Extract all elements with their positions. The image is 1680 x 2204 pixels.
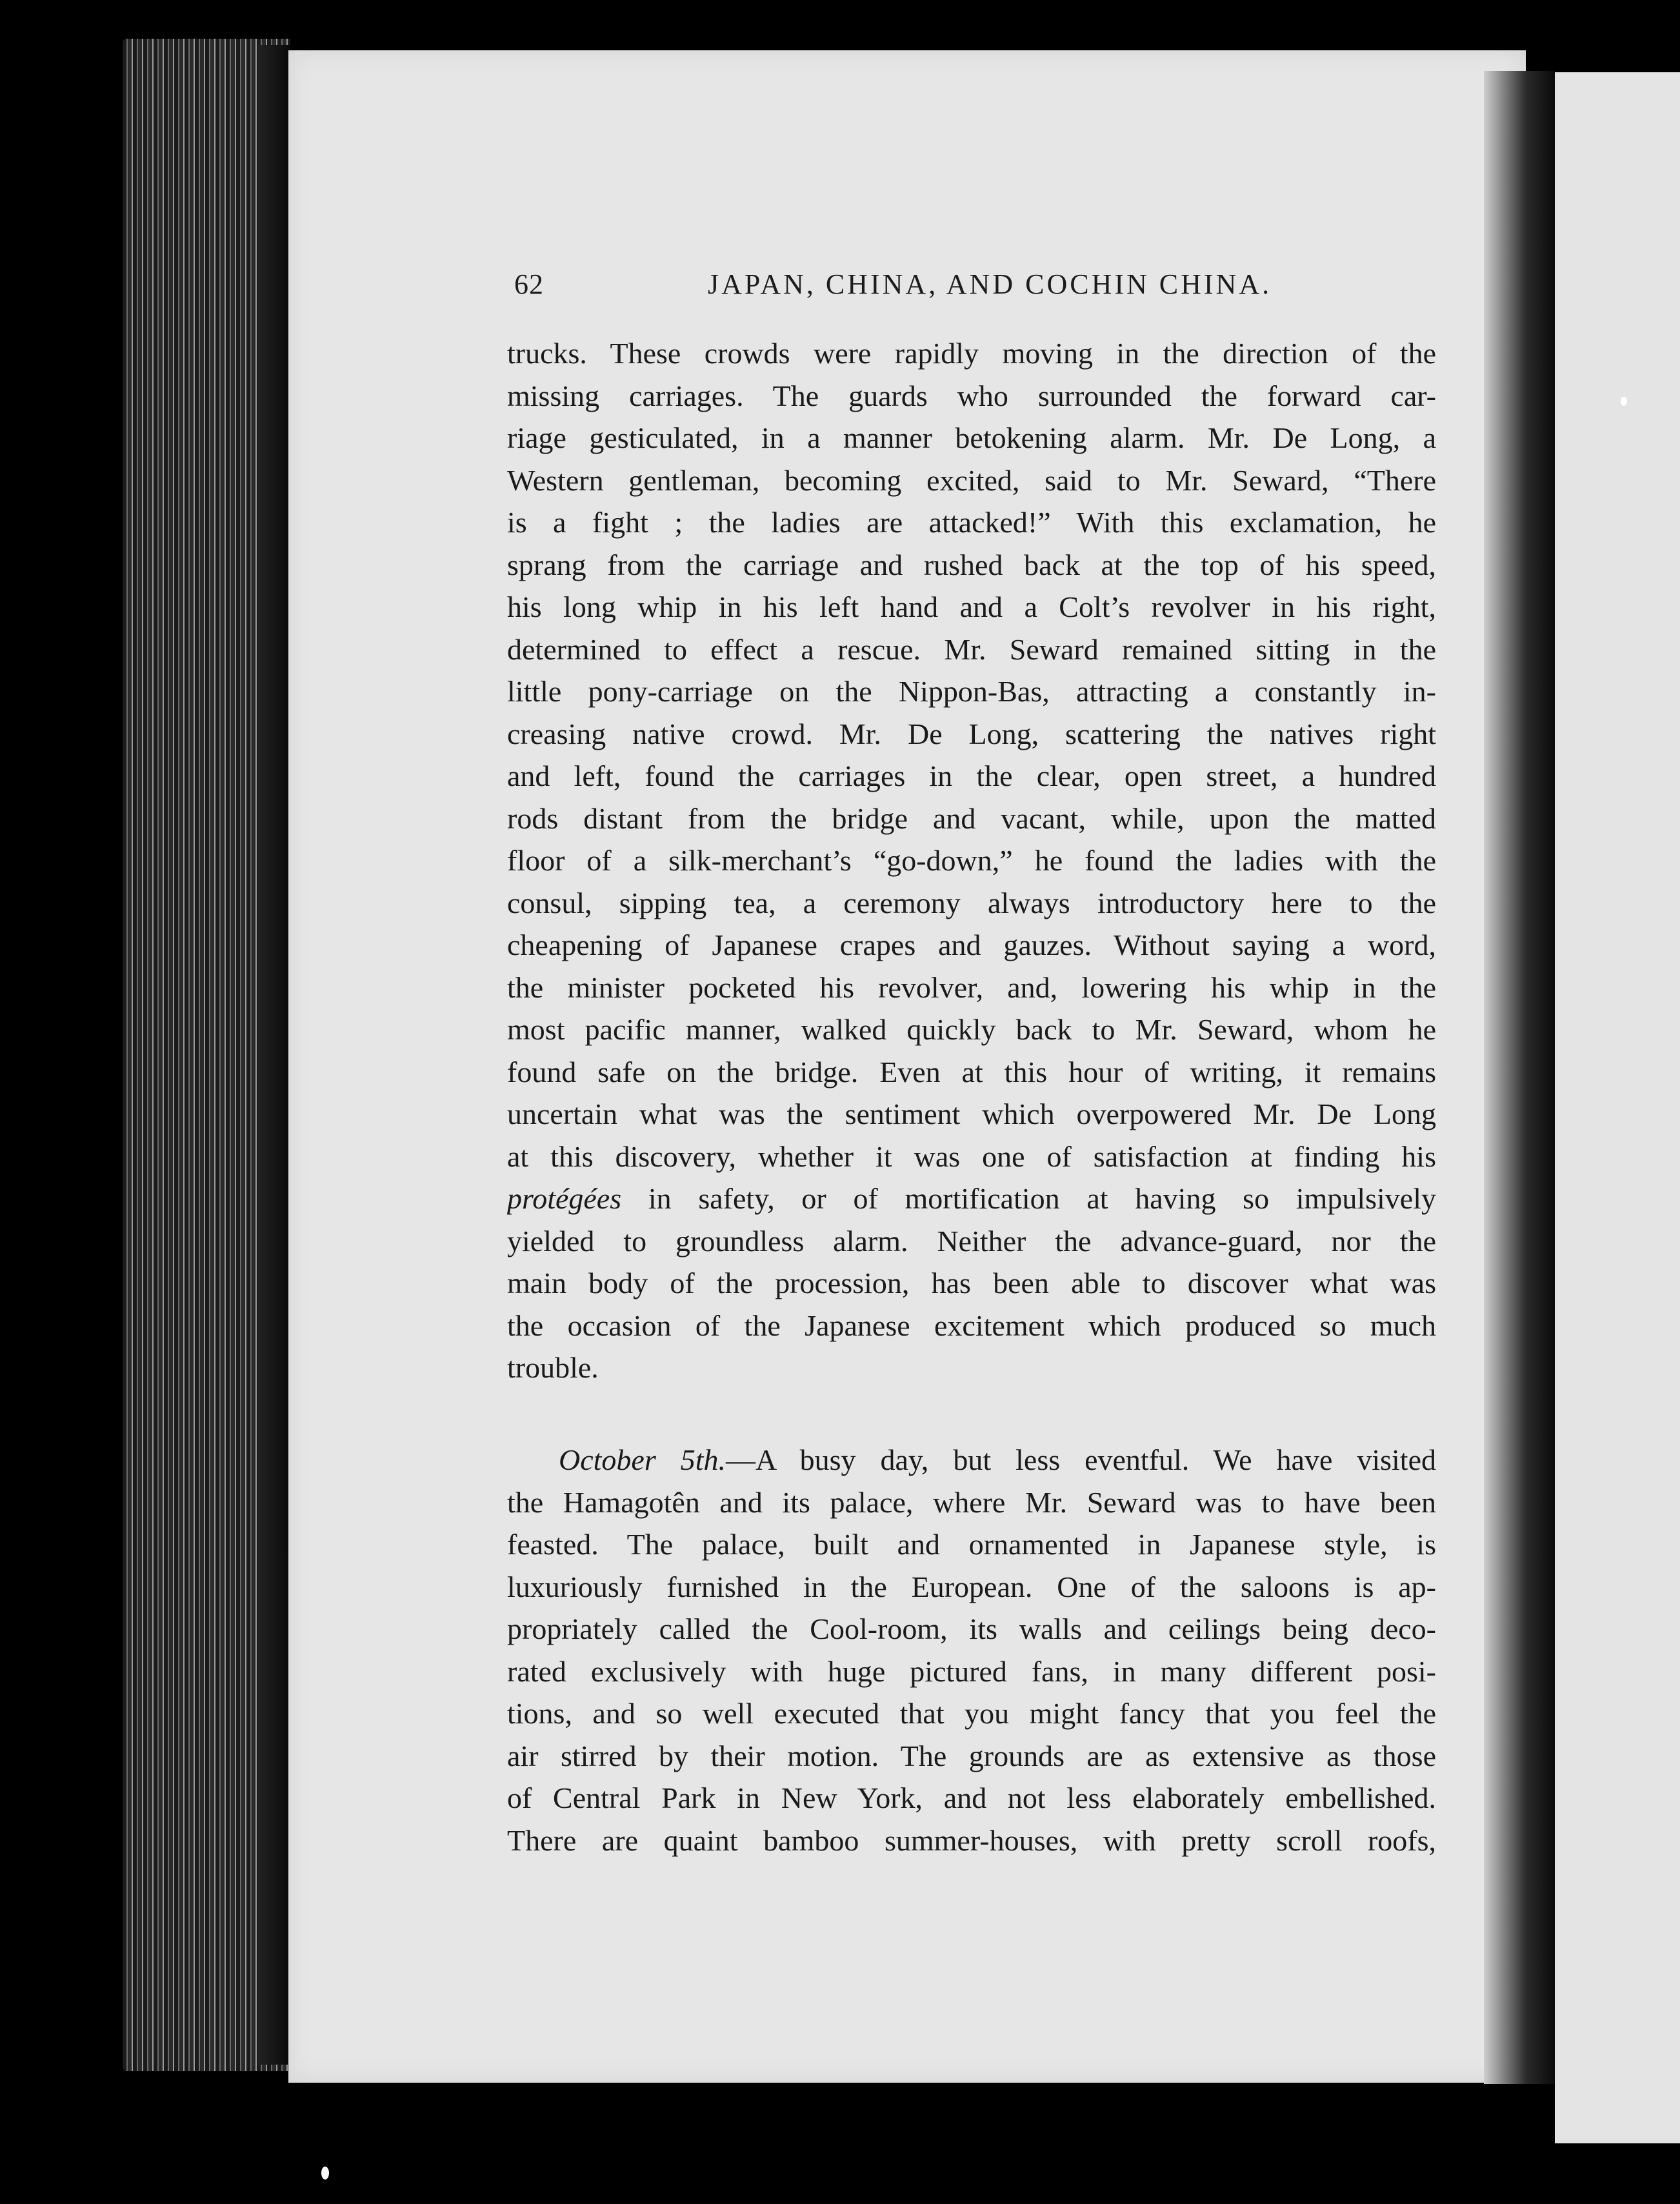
text-line: his long whip in his left hand and a Colt’s revolver in his right, (507, 590, 1436, 623)
line-rest: in safety, or of mortification at having so impulsively (648, 1182, 1436, 1215)
paragraph-2 (507, 1439, 1436, 1861)
text-line: main body of the procession, has been able to discover what was (507, 1267, 1436, 1299)
text-line: uncertain what was the sentiment which overpowered Mr. De Long (507, 1097, 1436, 1130)
text-line: the minister pocketed his revolver, and, lowering his whip in the (507, 970, 1436, 1004)
text-line: trouble. (507, 1351, 599, 1384)
text-line: the occasion of the Japanese excitement which produced so much (507, 1308, 1436, 1342)
text-line: rods distant from the bridge and vacant, while, upon the matted (507, 801, 1436, 835)
page-edge-shadow (258, 45, 290, 2065)
paragraph-1 (507, 332, 1436, 1389)
text-line: at this discovery, whether it was one of satisfaction at finding his (507, 1139, 1436, 1173)
text-line: creasing native crowd. Mr. De Long, scattering the natives right (507, 717, 1436, 750)
text-line-with-italic (507, 1177, 1436, 1220)
text-line: air stirred by their motion. The grounds are as extensive as those (507, 1739, 1436, 1772)
running-head (514, 268, 1437, 313)
italic-word: protégées (507, 1182, 622, 1215)
text-line: riage gesticulated, in a manner betokening alarm. Mr. De Long, a (507, 421, 1436, 454)
text-line: propriately called the Cool-room, its walls and ceilings being deco- (507, 1612, 1436, 1645)
line-rest: —A busy day, but less eventful. We have visited (725, 1443, 1436, 1476)
text-line: the Hamagotên and its palace, where Mr. Seward was to have been (507, 1485, 1436, 1519)
dated-entry-line (507, 1439, 1436, 1481)
text-line: trucks. These crowds were rapidly moving in the direction of the (507, 337, 1436, 370)
scan-speck (321, 2167, 329, 2179)
page-number: 62 (514, 268, 544, 300)
text-line: luxuriously furnished in the European. One of the saloons is ap- (507, 1570, 1436, 1603)
scan-speck (1621, 397, 1627, 406)
text-line: cheapening of Japanese crapes and gauzes. Without saying a word, (507, 928, 1436, 961)
text-line: floor of a silk-merchant’s “go-down,” he found the ladies with the (507, 844, 1436, 877)
date-label: October 5th. (559, 1443, 726, 1476)
text-line: tions, and so well executed that you might fancy that you feel the (507, 1697, 1436, 1730)
text-line: and left, found the carriages in the clear, open street, a hundred (507, 759, 1436, 792)
text-line: most pacific manner, walked quickly back to Mr. Seward, whom he (507, 1013, 1436, 1046)
text-line: of Central Park in New York, and not less elaborately embellished. (507, 1781, 1436, 1814)
text-line: little pony-carriage on the Nippon-Bas, attracting a constantly in- (507, 675, 1436, 708)
text-line: Western gentleman, becoming excited, said to Mr. Seward, “There (507, 463, 1436, 497)
gutter-shadow (1484, 71, 1555, 2084)
text-line: found safe on the bridge. Even at this hour of writing, it remains (507, 1055, 1436, 1088)
text-line: is a fight ; the ladies are attacked!” With this exclamation, he (507, 506, 1436, 539)
running-title: JAPAN, CHINA, AND COCHIN CHINA. (708, 268, 1272, 300)
text-line: feasted. The palace, built and ornamented in Japanese style, is (507, 1528, 1436, 1561)
text-line: missing carriages. The guards who surrounded the forward car- (507, 379, 1436, 412)
text-line: determined to effect a rescue. Mr. Seward remained sitting in the (507, 632, 1436, 666)
facing-page-edge (1555, 72, 1680, 2143)
text-line: sprang from the carriage and rushed back at the top of his speed, (507, 548, 1436, 581)
text-line: yielded to groundless alarm. Neither the advance-guard, nor the (507, 1224, 1436, 1257)
text-line: There are quaint bamboo summer-houses, with pretty scroll roofs, (507, 1823, 1436, 1857)
text-line: rated exclusively with huge pictured fans, in many different posi- (507, 1654, 1436, 1688)
text-line: consul, sipping tea, a ceremony always introductory here to the (507, 886, 1436, 919)
